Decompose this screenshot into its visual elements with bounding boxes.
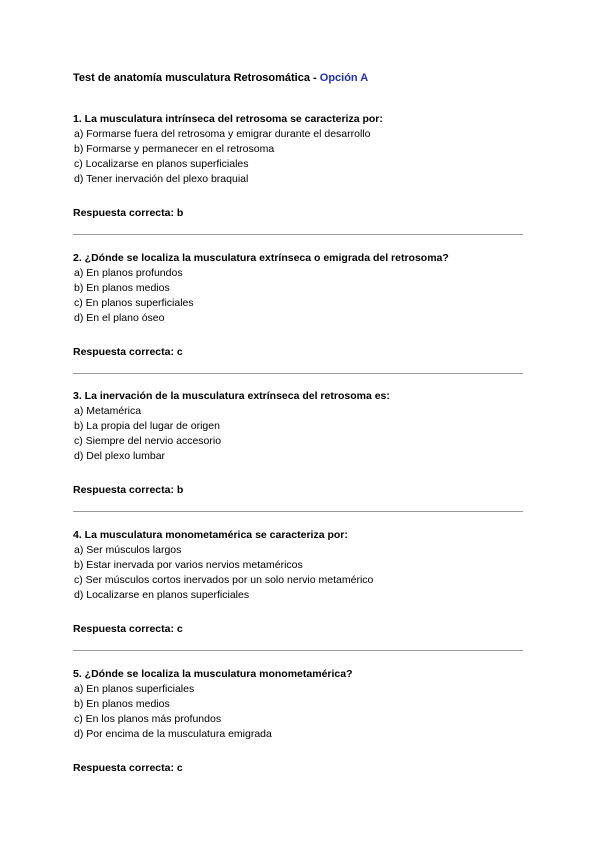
question-5: [73, 667, 533, 776]
correct-answer: Respuesta correcta: b: [73, 484, 184, 496]
option-b: b) Formarse y permanecer en el retrosoma: [74, 143, 275, 155]
option-d: d) Tener inervación del plexo braquial: [74, 173, 249, 185]
option-a: a) En planos profundos: [74, 267, 183, 279]
option-list: [73, 543, 533, 603]
option-list: [73, 127, 533, 187]
question-text: 3. La inervación de la musculatura extrínseca del retrosoma es:: [73, 390, 390, 402]
option-b: b) Estar inervada por varios nervios metaméricos: [74, 559, 303, 571]
option-a: a) Ser músculos largos: [74, 544, 182, 556]
option-d: d) Por encima de la musculatura emigrada: [74, 728, 272, 740]
question-4: [73, 528, 533, 637]
option-d: d) En el plano óseo: [74, 312, 165, 324]
divider: [73, 511, 523, 512]
question-3: [73, 389, 533, 498]
option-b: b) La propia del lugar de origen: [74, 420, 220, 432]
correct-answer: Respuesta correcta: b: [73, 207, 184, 219]
option-a: a) Metamérica: [74, 405, 142, 417]
option-d: d) Localizarse en planos superficiales: [74, 589, 250, 601]
option-c: c) En los planos más profundos: [74, 713, 222, 725]
divider: [73, 373, 523, 374]
option-list: [73, 266, 533, 326]
option-c: c) Localizarse en planos superficiales: [74, 158, 249, 170]
divider: [73, 234, 523, 235]
option-c: c) Ser músculos cortos inervados por un solo nervio metamérico: [74, 574, 374, 586]
question-2: [73, 251, 533, 360]
correct-answer: Respuesta correcta: c: [73, 623, 183, 635]
option-a: a) En planos superficiales: [74, 683, 195, 695]
correct-answer: Respuesta correcta: c: [73, 762, 183, 774]
question-1: [73, 112, 533, 221]
option-list: [73, 682, 533, 742]
question-text: 2. ¿Dónde se localiza la musculatura extrínseca o emigrada del retrosoma?: [73, 252, 449, 264]
option-label: Opción A: [319, 72, 369, 84]
option-list: [73, 404, 533, 464]
option-a: a) Formarse fuera del retrosoma y emigrar durante el desarrollo: [74, 128, 371, 140]
divider: [73, 650, 523, 651]
document-title: [73, 72, 368, 84]
option-c: c) En planos superficiales: [74, 297, 194, 309]
option-d: d) Del plexo lumbar: [74, 450, 166, 462]
question-text: 5. ¿Dónde se localiza la musculatura monometamérica?: [73, 668, 353, 680]
option-c: c) Siempre del nervio accesorio: [74, 435, 222, 447]
question-text: 4. La musculatura monometamérica se caracteriza por:: [73, 529, 348, 541]
question-text: 1. La musculatura intrínseca del retrosoma se caracteriza por:: [73, 113, 383, 125]
option-b: b) En planos medios: [74, 282, 170, 294]
option-b: b) En planos medios: [74, 698, 170, 710]
title-text: Test de anatomía musculatura Retrosomática -: [73, 72, 320, 84]
correct-answer: Respuesta correcta: c: [73, 346, 183, 358]
